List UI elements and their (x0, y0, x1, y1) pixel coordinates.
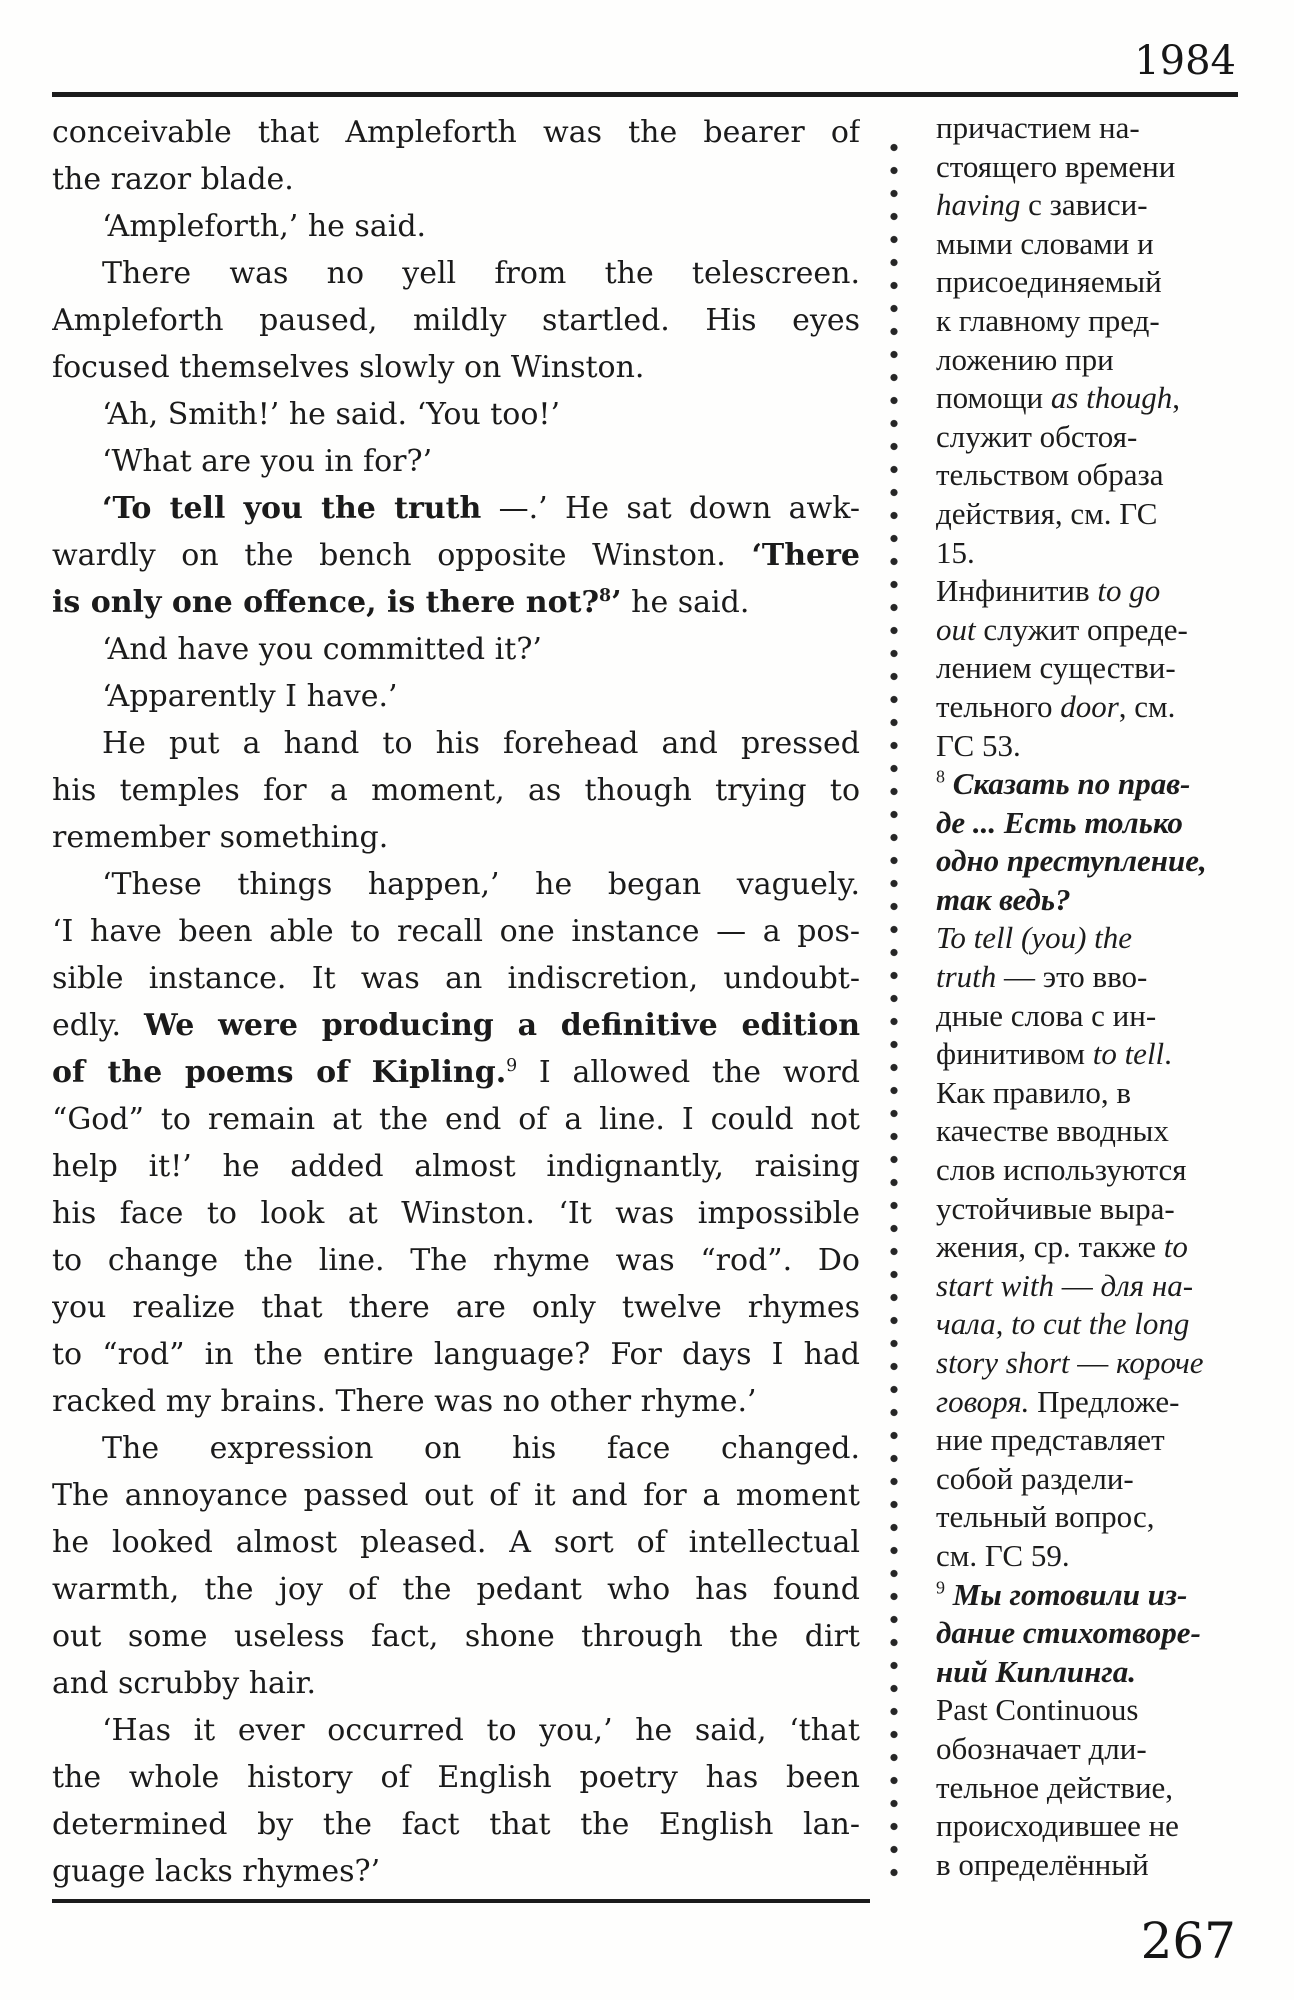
margin-note-line (936, 495, 1248, 534)
text-segment: ние представляет (936, 1422, 1165, 1458)
text-segment: as though (1050, 380, 1173, 416)
body-text-line (52, 485, 860, 532)
margin-note-line (936, 1421, 1248, 1460)
body-text-line (52, 767, 860, 814)
margin-note-line (936, 1035, 1248, 1074)
margin-note-line (936, 611, 1248, 650)
text-segment: качестве вводных (936, 1113, 1169, 1149)
text-segment: racked my brains. There was no other rhyme.’ (52, 1384, 757, 1419)
margin-note-line (936, 1691, 1248, 1730)
text-segment: conceivable that Ampleforth was the bearer of (52, 115, 860, 150)
text-segment: ГС 53. (936, 727, 1021, 763)
body-text-line (52, 908, 860, 955)
margin-note-line (936, 997, 1248, 1036)
text-segment: There was no yell from the telescreen. (102, 256, 860, 291)
margin-note-line (936, 804, 1248, 843)
text-segment: “God” to remain at the end of a line. I could not (52, 1102, 860, 1137)
body-text-line (52, 1096, 860, 1143)
body-text-line (52, 344, 860, 391)
text-segment: focused themselves slowly on Winston. (52, 350, 645, 385)
header-rule (52, 92, 1238, 97)
body-text-line (52, 1660, 860, 1707)
body-text-line (52, 1519, 860, 1566)
body-text-line (52, 1801, 860, 1848)
text-segment: тельный вопрос, (936, 1499, 1155, 1535)
text-segment: determined by the fact that the English lan- (52, 1807, 860, 1842)
text-segment: He put a hand to his forehead and pressed (102, 726, 860, 761)
text-segment: 9 (506, 1056, 518, 1076)
body-text-line (52, 1472, 860, 1519)
text-segment: в определённый (936, 1846, 1149, 1882)
text-segment: собой раздели- (936, 1460, 1134, 1496)
text-segment: to (1163, 1229, 1188, 1265)
text-segment: to change the line. The rhyme was “rod”. Do (52, 1243, 860, 1278)
text-segment: 8 (936, 766, 945, 787)
text-segment: I allowed the word (517, 1055, 860, 1090)
text-segment: and scrubby hair. (52, 1666, 317, 1701)
text-segment: to tell (1092, 1036, 1165, 1072)
margin-note-line (936, 1151, 1248, 1190)
body-text-line (52, 109, 860, 156)
text-segment: с зависи- (1020, 187, 1148, 223)
margin-note-line (936, 225, 1248, 264)
body-text-line (52, 1331, 860, 1378)
margin-note-line (936, 1537, 1248, 1576)
text-segment: edly. (52, 1008, 144, 1043)
text-segment: ’ (611, 585, 622, 620)
text-segment: ний Киплинга. (936, 1653, 1137, 1689)
text-segment: — (1069, 1345, 1116, 1380)
body-text-line (52, 814, 860, 861)
margin-note-line (936, 649, 1248, 688)
margin-note-line (936, 1807, 1248, 1846)
margin-note-line (936, 1576, 1248, 1615)
margin-note-line (936, 341, 1248, 380)
body-text-line (52, 250, 860, 297)
margin-note-line (936, 1383, 1248, 1422)
text-segment: , (1172, 380, 1181, 416)
main-text-column (52, 109, 860, 1895)
body-text-line (52, 579, 860, 626)
text-segment: дание стихотворе- (936, 1615, 1201, 1651)
margin-note-line (936, 1267, 1248, 1306)
text-segment: ‘These things happen,’ he began vaguely. (102, 867, 860, 902)
text-segment: тельное действие, (936, 1769, 1174, 1805)
margin-note-line (936, 1769, 1248, 1808)
body-text-line (52, 203, 860, 250)
margin-note-line (936, 1112, 1248, 1151)
margin-notes-column (936, 109, 1248, 1884)
body-text-line (52, 1049, 860, 1096)
text-segment: To tell (you) the (936, 920, 1133, 956)
text-segment: для на- (1100, 1267, 1194, 1303)
margin-note-line (936, 109, 1248, 148)
text-segment: We were producing a definitive edition (143, 1008, 860, 1043)
text-segment: причастием на- (936, 110, 1140, 145)
text-segment: так ведь? (936, 881, 1071, 917)
text-segment: одно преступление, (936, 843, 1207, 879)
body-text-line (52, 438, 860, 485)
text-segment: . (1164, 1036, 1172, 1072)
text-segment: ‘And have you committed it?’ (102, 632, 542, 667)
text-segment: the razor blade. (52, 162, 294, 197)
text-segment: ‘There (751, 538, 860, 573)
text-segment: his face to look at Winston. ‘It was impossible (52, 1196, 860, 1231)
text-segment: ‘I have been able to recall one instance — a pos- (52, 914, 860, 949)
margin-note-line (936, 379, 1248, 418)
text-segment: ложению при (936, 341, 1114, 377)
body-text-line (52, 626, 860, 673)
text-segment: обозначает дли- (936, 1730, 1147, 1766)
body-text-line (52, 297, 860, 344)
body-text-line (52, 1002, 860, 1049)
text-segment: out some useless fact, shone through the dirt (52, 1619, 860, 1654)
text-segment: действия, см. ГС (936, 495, 1158, 531)
text-segment: to “rod” in the entire language? For days I had (52, 1337, 860, 1372)
text-segment: Как правило, в (936, 1074, 1132, 1110)
margin-note-line (936, 919, 1248, 958)
text-segment: помощи (936, 380, 1051, 416)
margin-note-line (936, 765, 1248, 804)
text-segment: guage lacks rhymes?’ (52, 1854, 381, 1889)
body-text-line (52, 391, 860, 438)
text-segment: door (1060, 688, 1119, 724)
body-text-line (52, 673, 860, 720)
body-text-line (52, 1566, 860, 1613)
margin-note-line (936, 418, 1248, 457)
text-segment: story short (936, 1345, 1070, 1380)
text-segment: дные слова с ин- (936, 997, 1157, 1033)
margin-note-line (936, 1228, 1248, 1267)
margin-note-line (936, 881, 1248, 920)
text-segment: 15. (936, 534, 975, 570)
text-segment: служит обстоя- (936, 418, 1138, 454)
text-segment: out (936, 611, 976, 647)
text-segment: жения, ср. также (936, 1229, 1164, 1265)
text-segment: к главному пред- (936, 302, 1160, 338)
text-segment (945, 1577, 953, 1612)
margin-note-line (936, 1846, 1248, 1885)
text-segment: having (936, 187, 1021, 223)
margin-note-line (936, 263, 1248, 302)
text-segment: — (1054, 1267, 1101, 1303)
text-segment: —.’ He sat down awk- (481, 491, 860, 526)
margin-note-line (936, 572, 1248, 611)
margin-note-line (936, 1305, 1248, 1344)
body-text-line (52, 1613, 860, 1660)
text-segment: The annoyance passed out of it and for a moment (52, 1478, 860, 1513)
text-segment: присоединяемый (936, 264, 1162, 300)
body-text-line (52, 532, 860, 579)
text-segment: слов используются (936, 1152, 1187, 1188)
text-segment: sible instance. It was an indiscretion, undoubt- (52, 961, 860, 996)
text-segment: ‘Ampleforth,’ he said. (102, 209, 427, 244)
body-text-line (52, 156, 860, 203)
text-segment: ‘To tell you the truth (102, 491, 482, 526)
body-text-line (52, 1378, 860, 1425)
text-segment: The expression on his face changed. (102, 1431, 860, 1466)
text-segment: устойчивые выра- (936, 1190, 1175, 1226)
margin-note-line (936, 1190, 1248, 1229)
margin-note-line (936, 302, 1248, 341)
text-segment: ‘Has it ever occurred to you,’ he said, ‘that (102, 1713, 860, 1748)
margin-note-line (936, 842, 1248, 881)
margin-note-line (936, 1653, 1248, 1692)
text-segment: to go (1097, 573, 1161, 609)
margin-note-line (936, 1344, 1248, 1383)
text-segment: is only one offence, is there not? (52, 585, 600, 620)
text-segment: ‘Ah, Smith!’ he said. ‘You too!’ (102, 397, 561, 432)
body-text-line (52, 1754, 860, 1801)
text-segment: лением существи- (936, 650, 1176, 686)
text-segment: 8 (599, 586, 612, 606)
body-text-line (52, 861, 860, 908)
text-segment: Сказать по прав- (952, 766, 1191, 802)
text-segment: , см. (1118, 688, 1176, 724)
margin-note-line (936, 1614, 1248, 1653)
text-segment: you realize that there are only twelve rhymes (52, 1290, 860, 1325)
text-segment: Мы готовили из- (952, 1576, 1188, 1612)
text-segment: truth (936, 959, 997, 995)
text-segment: Инфинитив (936, 573, 1098, 609)
text-segment: of the poems of Kipling. (52, 1055, 507, 1090)
text-segment: 9 (936, 1577, 945, 1598)
text-segment: происходившее не (936, 1808, 1179, 1844)
text-segment: he looked almost pleased. A sort of intellectual (52, 1525, 860, 1560)
text-segment: финитивом (936, 1036, 1093, 1072)
text-segment: стоящего времени (936, 148, 1176, 184)
text-segment (945, 766, 953, 801)
text-segment: служит опреде- (975, 611, 1188, 647)
text-segment: he said. (621, 585, 750, 620)
text-segment: короче (1116, 1345, 1204, 1380)
text-segment: wardly on the bench opposite Winston. (52, 538, 752, 573)
margin-note-line (936, 1460, 1248, 1499)
footer-rule (52, 1899, 870, 1903)
text-segment: Past Continuous (936, 1692, 1139, 1728)
text-segment: чала, to cut the long (936, 1306, 1190, 1342)
text-segment: говоря. (936, 1383, 1030, 1419)
margin-note-line (936, 1074, 1248, 1113)
text-segment: мыми словами и (936, 225, 1154, 261)
text-segment: warmth, the joy of the pedant who has found (52, 1572, 860, 1607)
text-segment: тельного (936, 688, 1061, 724)
dotted-column-divider (888, 136, 900, 1888)
text-segment: help it!’ he added almost indignantly, raising (52, 1149, 860, 1184)
text-segment: his temples for a moment, as though trying to (52, 773, 860, 808)
body-text-line (52, 1425, 860, 1472)
text-segment: тельством образа (936, 457, 1164, 493)
text-segment: the whole history of English poetry has been (52, 1760, 860, 1795)
text-segment: ‘Apparently I have.’ (102, 679, 398, 714)
text-segment: де ... Есть только (936, 804, 1183, 840)
body-text-line (52, 1190, 860, 1237)
margin-note-line (936, 1498, 1248, 1537)
text-segment: ‘What are you in for?’ (102, 444, 433, 479)
margin-note-line (936, 534, 1248, 573)
page-number: 267 (1140, 1912, 1236, 1970)
body-text-line (52, 1848, 860, 1895)
text-segment: см. ГС 59. (936, 1537, 1070, 1573)
margin-note-line (936, 688, 1248, 727)
body-text-line (52, 1284, 860, 1331)
margin-note-line (936, 148, 1248, 187)
text-segment: remember something. (52, 820, 389, 855)
text-segment: Предложе- (1029, 1383, 1180, 1419)
body-text-line (52, 1237, 860, 1284)
text-segment: start with (936, 1267, 1055, 1303)
running-head-title: 1984 (1134, 38, 1236, 84)
margin-note-line (936, 186, 1248, 225)
margin-note-line (936, 456, 1248, 495)
text-segment: Ampleforth paused, mildly startled. His eyes (52, 303, 860, 338)
text-segment: — это вво- (996, 959, 1148, 995)
body-text-line (52, 1143, 860, 1190)
margin-note-line (936, 727, 1248, 766)
margin-note-line (936, 1730, 1248, 1769)
body-text-line (52, 720, 860, 767)
body-text-line (52, 955, 860, 1002)
margin-note-line (936, 958, 1248, 997)
body-text-line (52, 1707, 860, 1754)
